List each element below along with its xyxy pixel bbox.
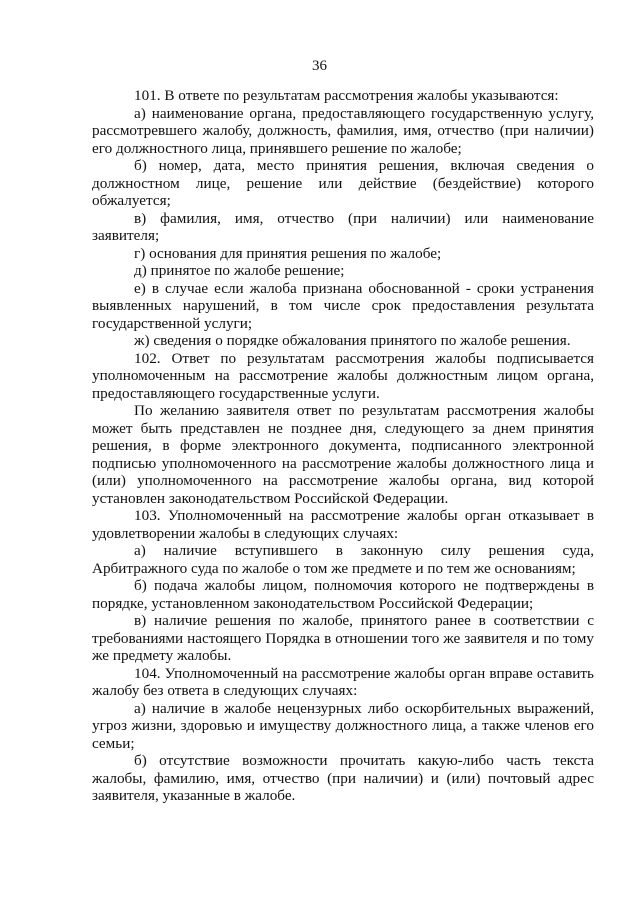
document-body bbox=[92, 87, 594, 805]
paragraph-101-g: г) основания для принятия решения по жалобе; bbox=[134, 244, 442, 262]
paragraph-101-d: д) принятое по жалобе решение; bbox=[134, 262, 345, 279]
paragraph-102: 102. Ответ по результатам рассмотрения жалобы подписывается уполномоченным на рассмотрение жалобы должностным лицом органа, предоставляющего государственные услуги. bbox=[92, 349, 594, 402]
paragraph-103-v: в) наличие решения по жалобе, принятого ранее в соответствии с требованиями настоящего Порядка в отношении того же заявителя и по тому же предмету жалобы. bbox=[92, 612, 594, 664]
paragraph-101-zh: ж) сведения о порядке обжалования принятого по жалобе решения. bbox=[134, 332, 571, 349]
paragraph-104-intro: 104. Уполномоченный на рассмотрение жалобы орган вправе оставить жалобу без ответа в следующих случаях: bbox=[92, 664, 594, 699]
paragraph-103-b: б) подача жалобы лицом, полномочия которого не подтверждены в порядке, установленном законодательством Российской Федерации; bbox=[92, 577, 594, 612]
paragraph-104-a: а) наличие в жалобе нецензурных либо оскорбительных выражений, угроз жизни, здоровью и имуществу должностного лица, а также членов его семьи; bbox=[92, 699, 594, 752]
paragraph-101-v: в) фамилия, имя, отчество (при наличии) или наименование заявителя; bbox=[92, 209, 594, 244]
paragraph-103-a: а) наличие вступившего в законную силу решения суда, Арбитражного суда по жалобе о том же предмете и по тем же основаниям; bbox=[92, 542, 594, 577]
paragraph-101-e: е) в случае если жалоба признана обоснованной - сроки устранения выявленных нарушений, в том числе срок предоставления результата государственной услуги; bbox=[92, 279, 594, 332]
paragraph-103-intro: 103. Уполномоченный на рассмотрение жалобы орган отказывает в удовлетворении жалобы в следующих случаях: bbox=[92, 507, 594, 542]
paragraph-101-intro: 101. В ответе по результатам рассмотрения жалобы указываются: bbox=[134, 87, 559, 104]
paragraph-104-b: б) отсутствие возможности прочитать какую-либо часть текста жалобы, фамилию, имя, отчество (при наличии) и (или) почтовый адрес заявителя, указанные в жалобе. bbox=[92, 752, 594, 804]
paragraph-101-a: а) наименование органа, предоставляющего государственную услугу, рассмотревшего жалобу, должность, фамилия, имя, отчество (при наличии) его должностного лица, принявшего решение по жалобе; bbox=[92, 104, 594, 157]
paragraph-101-b: б) номер, дата, место принятия решения, включая сведения о должностном лице, решение или действие (бездействие) которого обжалуется; bbox=[92, 157, 594, 209]
page-number: 36 bbox=[312, 58, 327, 74]
paragraph-102-electronic: По желанию заявителя ответ по результатам рассмотрения жалобы может быть представлен не позднее дня, следующего за днем принятия решения, в форме электронного документа, подписанного электронной подписью уполномоченного на рассмотрение жалобы должностного лица и (или) уполномоченного на рассмотрение жалобы органа, вид которой установлен законодательством Российской Федерации. bbox=[92, 402, 594, 507]
